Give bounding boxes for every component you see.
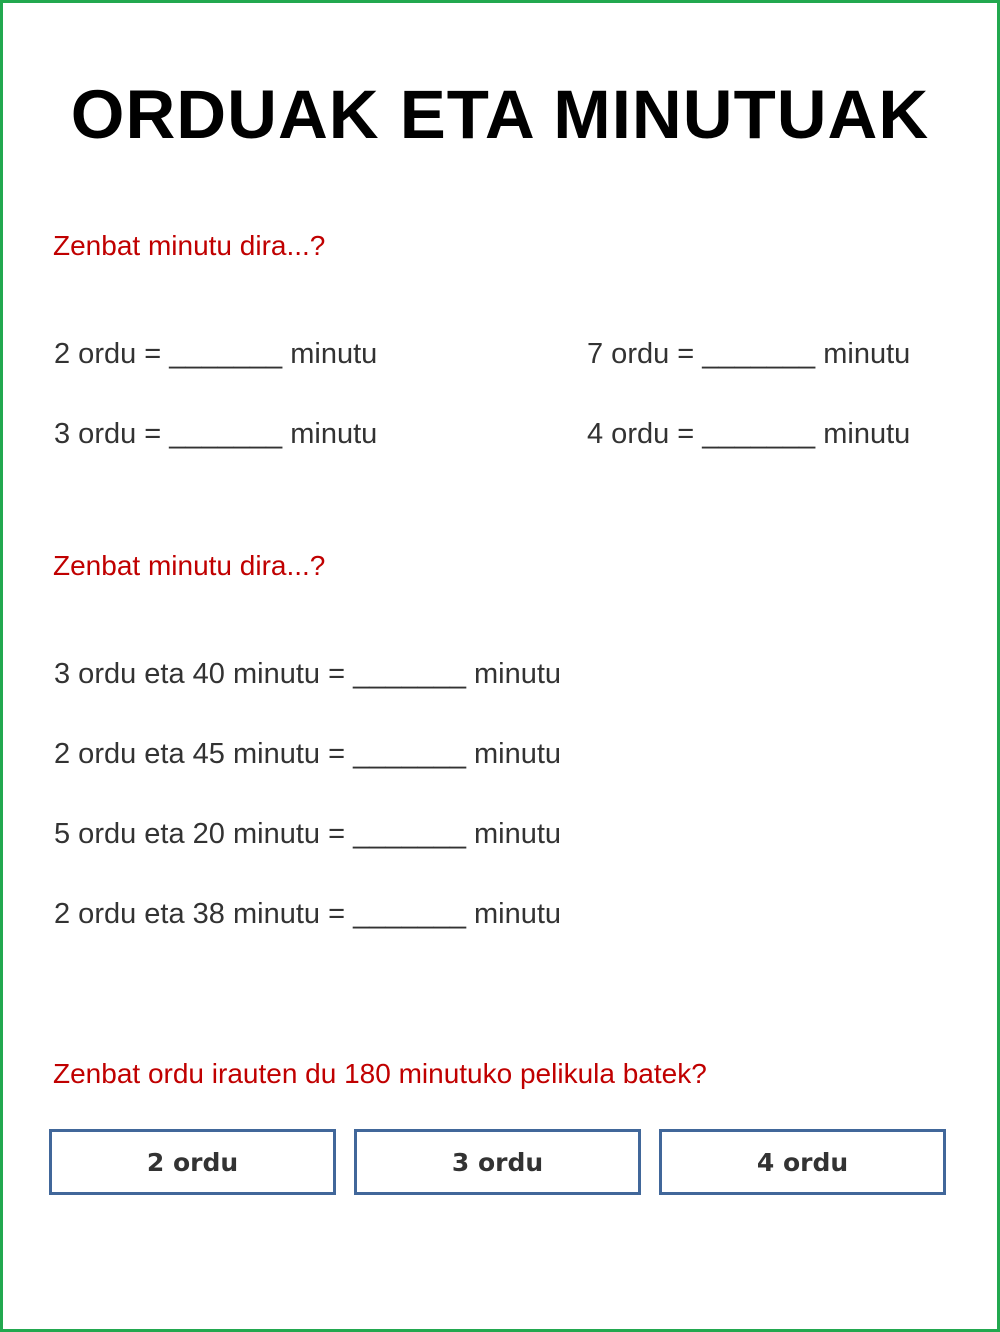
answer-option-2-ordu[interactable]: 2 ordu [49,1129,336,1195]
exercise-2-ordu-45: 2 ordu eta 45 minutu = _______ minutu [54,738,562,770]
answer-options [49,1129,946,1195]
answer-option-3-ordu[interactable]: 3 ordu [354,1129,641,1195]
question-text: Zenbat ordu irauten du 180 minutuko pelikula batek? [53,1058,707,1089]
answer-option-4-ordu[interactable]: 4 ordu [659,1129,946,1195]
exercise-7-ordu: 7 ordu = _______ minutu [587,338,911,370]
exercise-3-ordu: 3 ordu = _______ minutu [54,418,378,450]
exercise-2-ordu-38: 2 ordu eta 38 minutu = _______ minutu [54,898,562,930]
exercise-2-ordu: 2 ordu = _______ minutu [54,338,378,370]
exercise-4-ordu: 4 ordu = _______ minutu [587,418,911,450]
section1-heading: Zenbat minutu dira...? [53,230,326,261]
page-title: ORDUAK ETA MINUTUAK [70,76,930,153]
section2-heading: Zenbat minutu dira...? [53,550,326,581]
exercise-3-ordu-40: 3 ordu eta 40 minutu = _______ minutu [54,658,562,690]
exercise-5-ordu-20: 5 ordu eta 20 minutu = _______ minutu [54,818,562,850]
